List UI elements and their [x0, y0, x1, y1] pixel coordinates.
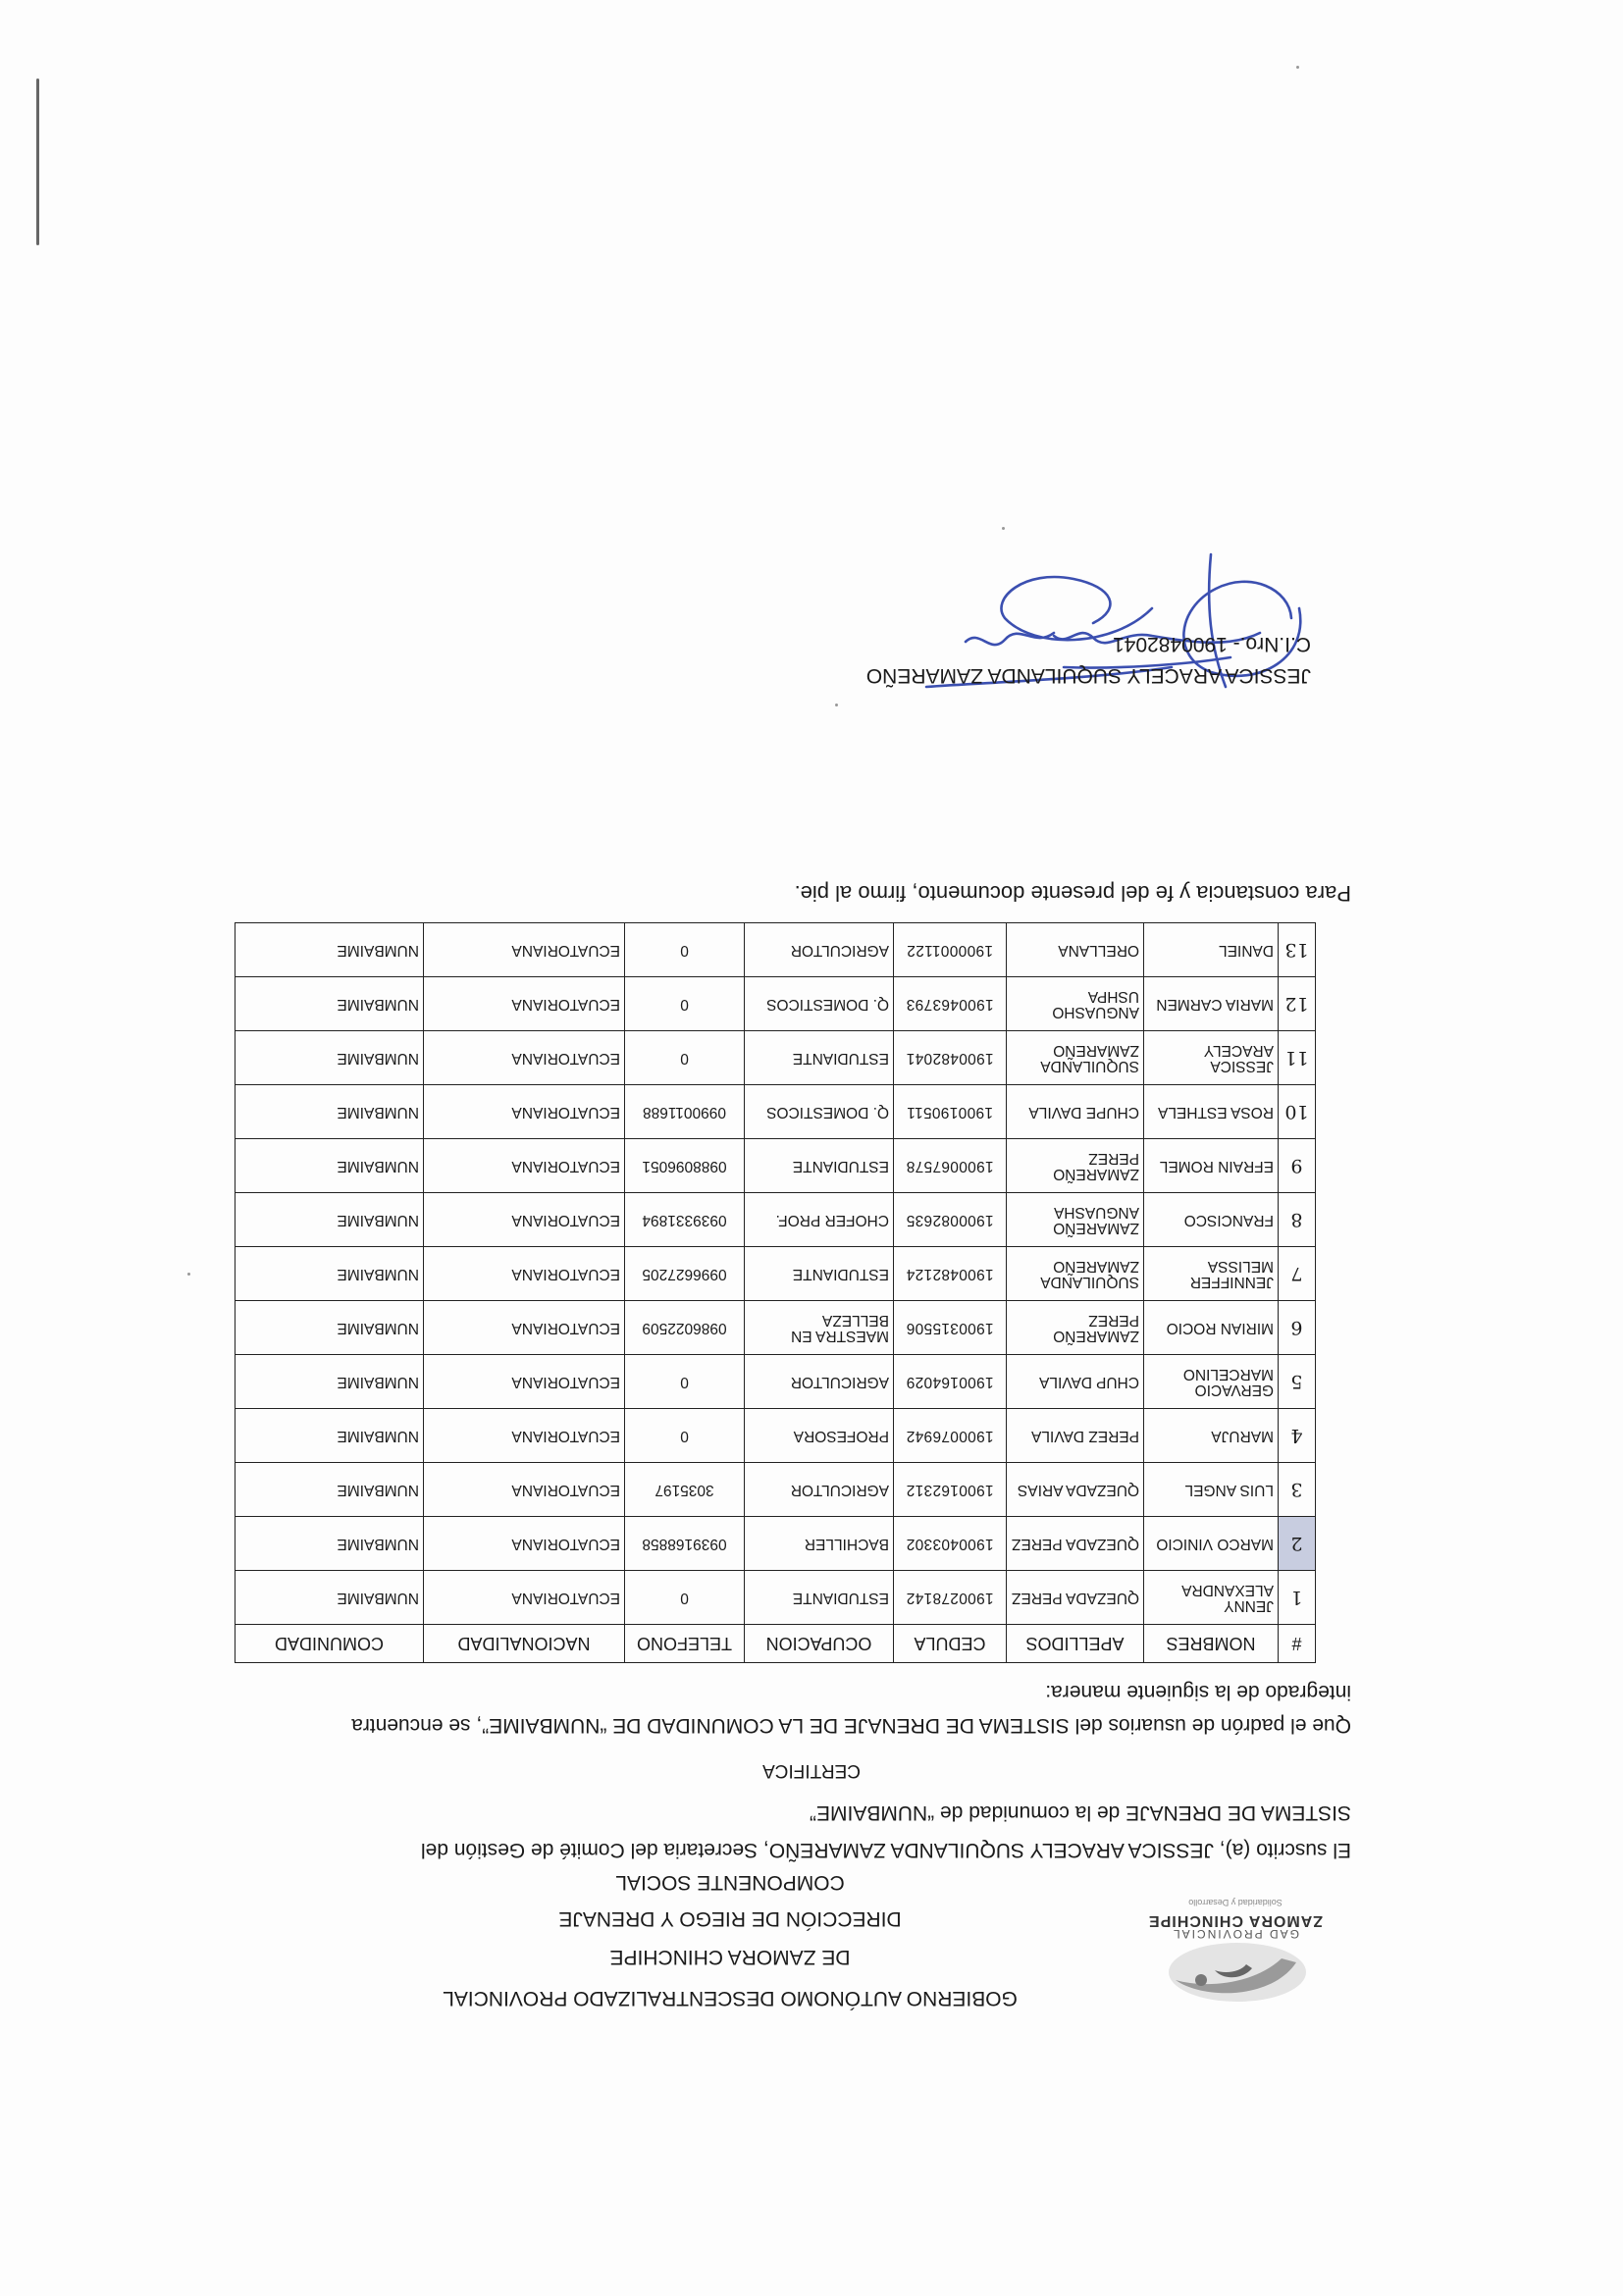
- table-row: [236, 1247, 1316, 1301]
- table-row: [236, 1031, 1316, 1085]
- cell-num: 2: [1279, 1517, 1316, 1571]
- cell-telefono: 0: [625, 1355, 745, 1409]
- cell-ocupacion: BACHILLER: [745, 1517, 894, 1571]
- cell-ocupacion: ESTUDIANTE: [745, 1031, 894, 1085]
- table-row: [236, 1301, 1316, 1355]
- cell-num: 10: [1279, 1085, 1316, 1139]
- signatory-name: JESSICA ARACELY SUQUILANDA ZAMAREÑO: [865, 664, 1311, 687]
- certifica-heading: CERTIFICA: [762, 1760, 861, 1781]
- cell-nombres: MARUJA: [1144, 1409, 1279, 1463]
- column-header-comunidad: COMUNIDAD: [236, 1625, 424, 1663]
- cell-comunidad: NUMBAIME: [236, 1085, 424, 1139]
- cell-nombres: MARIA CARMEN: [1144, 977, 1279, 1031]
- table-row: [236, 1085, 1316, 1139]
- column-header-nombres: NOMBRES: [1144, 1625, 1279, 1663]
- column-header-apellidos: APELLIDOS: [1007, 1625, 1144, 1663]
- cell-apellidos: QUEZADA PEREZ: [1007, 1517, 1144, 1571]
- cell-apellidos: QUEZADA PEREZ: [1007, 1571, 1144, 1625]
- cell-ocupacion: Q. DOMESTICOS: [745, 1085, 894, 1139]
- cell-telefono: 0: [625, 1409, 745, 1463]
- cell-nacionalidad: ECUATORIANA: [424, 1139, 625, 1193]
- cell-nombres: JENNY ALEXANDRA: [1144, 1571, 1279, 1625]
- cell-comunidad: NUMBAIME: [236, 1031, 424, 1085]
- cell-ocupacion: ESTUDIANTE: [745, 1247, 894, 1301]
- cell-cedula: 1900067578: [894, 1139, 1007, 1193]
- cell-cedula: 1900403302: [894, 1517, 1007, 1571]
- cell-nacionalidad: ECUATORIANA: [424, 1301, 625, 1355]
- cell-num: 1: [1279, 1571, 1316, 1625]
- cell-cedula: 1900076942: [894, 1409, 1007, 1463]
- cell-comunidad: NUMBAIME: [236, 1193, 424, 1247]
- column-header-ocupacion: OCUPACION: [745, 1625, 894, 1663]
- cell-telefono: 0996627205: [625, 1247, 745, 1301]
- cell-comunidad: NUMBAIME: [236, 1409, 424, 1463]
- cell-comunidad: NUMBAIME: [236, 923, 424, 977]
- cell-nacionalidad: ECUATORIANA: [424, 923, 625, 977]
- intro-paragraph-line-1: El suscrito (a), JESSICA ARACELY SUQUILANDA ZAMAREÑO, Secretaria del Comité de Gestión del: [420, 1839, 1351, 1861]
- cell-nombres: MIRIAN ROCIO: [1144, 1301, 1279, 1355]
- cell-ocupacion: AGRICULTOR: [745, 1355, 894, 1409]
- scan-speck: [1002, 527, 1005, 530]
- cell-nacionalidad: ECUATORIANA: [424, 1463, 625, 1517]
- cell-nombres: DANIEL: [1144, 923, 1279, 977]
- cell-num: 6: [1279, 1301, 1316, 1355]
- scan-speck: [187, 1273, 190, 1276]
- cell-nombres: JENNIFFER MELISSA: [1144, 1247, 1279, 1301]
- cell-nombres: ROSA ESTHELA: [1144, 1085, 1279, 1139]
- column-header-cedula: CEDULA: [894, 1625, 1007, 1663]
- cell-ocupacion: ESTUDIANTE: [745, 1571, 894, 1625]
- cell-telefono: 0986022509: [625, 1301, 745, 1355]
- cell-cedula: 1900315506: [894, 1301, 1007, 1355]
- cell-num: 11: [1279, 1031, 1316, 1085]
- logo-line-1: GAD PROVINCIAL: [1171, 1927, 1300, 1941]
- cell-comunidad: NUMBAIME: [236, 1301, 424, 1355]
- logo-line-2: ZAMORA CHINCHIPE: [1147, 1912, 1324, 1929]
- table-header-row: [236, 1625, 1316, 1663]
- cell-num: 9: [1279, 1139, 1316, 1193]
- table-row: [236, 923, 1316, 977]
- cell-telefono: 0988096051: [625, 1139, 745, 1193]
- scan-speck: [1296, 66, 1299, 69]
- table-row: [236, 1409, 1316, 1463]
- cell-apellidos: CHUPE DAVILA: [1007, 1085, 1144, 1139]
- certification-paragraph-line-1: Que el padrón de usuarios del SISTEMA DE DRENAJE DE LA COMUNIDAD DE “NUMBAIME”, se encuentra: [351, 1714, 1351, 1737]
- cell-nombres: LUIS ANGEL: [1144, 1463, 1279, 1517]
- table-row: [236, 1463, 1316, 1517]
- cell-num: 8: [1279, 1193, 1316, 1247]
- table-row: [236, 977, 1316, 1031]
- cell-cedula: 1900278142: [894, 1571, 1007, 1625]
- cell-telefono: 0: [625, 1031, 745, 1085]
- component-title: COMPONENTE SOCIAL: [615, 1871, 845, 1894]
- table-row: [236, 1193, 1316, 1247]
- intro-paragraph-line-2: SISTEMA DE DRENAJE de la comunidad de “NUMBAIME”: [809, 1801, 1351, 1824]
- table-row: [236, 1355, 1316, 1409]
- cell-comunidad: NUMBAIME: [236, 1517, 424, 1571]
- cell-apellidos: SUQUILANDA ZAMAREÑO: [1007, 1247, 1144, 1301]
- cell-telefono: 0: [625, 923, 745, 977]
- cell-num: 3: [1279, 1463, 1316, 1517]
- scan-edge-mark: [36, 78, 39, 245]
- cell-comunidad: NUMBAIME: [236, 1247, 424, 1301]
- cell-nacionalidad: ECUATORIANA: [424, 1031, 625, 1085]
- cell-ocupacion: Q. DOMESTICOS: [745, 977, 894, 1031]
- cell-cedula: 1900482124: [894, 1247, 1007, 1301]
- cell-nombres: MARCO VINICIO: [1144, 1517, 1279, 1571]
- cell-nacionalidad: ECUATORIANA: [424, 977, 625, 1031]
- cell-nombres: EFRAIN ROMEL: [1144, 1139, 1279, 1193]
- cell-nombres: FRANCISCO: [1144, 1193, 1279, 1247]
- cell-ocupacion: CHOFER PROF.: [745, 1193, 894, 1247]
- users-roster-table: [235, 922, 1316, 1663]
- cell-apellidos: CHUP DAVILA: [1007, 1355, 1144, 1409]
- table-body: [236, 923, 1316, 1625]
- cell-apellidos: QUEZADA ARIAS: [1007, 1463, 1144, 1517]
- cell-cedula: 1900162312: [894, 1463, 1007, 1517]
- table-row: [236, 1571, 1316, 1625]
- cell-telefono: 3035197: [625, 1463, 745, 1517]
- column-header-nacionalidad: NACIONALIDAD: [424, 1625, 625, 1663]
- column-header-number: #: [1279, 1625, 1316, 1663]
- cell-ocupacion: ESTUDIANTE: [745, 1139, 894, 1193]
- cell-cedula: 1900463793: [894, 977, 1007, 1031]
- cell-nacionalidad: ECUATORIANA: [424, 1409, 625, 1463]
- cell-nombres: GERVACIO MARCELINO: [1144, 1355, 1279, 1409]
- cell-num: 7: [1279, 1247, 1316, 1301]
- cell-nombres: JESSICA ARACELY: [1144, 1031, 1279, 1085]
- cell-apellidos: ZAMAREÑO ANGUASHA: [1007, 1193, 1144, 1247]
- cell-cedula: 1900190511: [894, 1085, 1007, 1139]
- certification-paragraph-line-2: integrado de la siguiente manera:: [1045, 1681, 1351, 1703]
- cell-ocupacion: PROFESORA: [745, 1409, 894, 1463]
- cell-apellidos: SUQUILANDA ZAMAREÑO: [1007, 1031, 1144, 1085]
- table-row: [236, 1517, 1316, 1571]
- cell-telefono: 0939168858: [625, 1517, 745, 1571]
- column-header-telefono: TELEFONO: [625, 1625, 745, 1663]
- table-row: [236, 1139, 1316, 1193]
- cell-num: 4: [1279, 1409, 1316, 1463]
- cell-comunidad: NUMBAIME: [236, 1139, 424, 1193]
- cell-apellidos: PEREZ DAVILA: [1007, 1409, 1144, 1463]
- closing-statement: Para constancia y fe del presente documento, firmo al pie.: [794, 881, 1351, 906]
- cell-ocupacion: AGRICULTOR: [745, 923, 894, 977]
- cell-apellidos: ORELLANA: [1007, 923, 1144, 977]
- cell-apellidos: ANGUASHO USHPA: [1007, 977, 1144, 1031]
- gad-logo: [1123, 1892, 1348, 2009]
- cell-nacionalidad: ECUATORIANA: [424, 1247, 625, 1301]
- cell-telefono: 0990011688: [625, 1085, 745, 1139]
- cell-telefono: 0: [625, 1571, 745, 1625]
- cell-apellidos: ZAMAREÑO PEREZ: [1007, 1301, 1144, 1355]
- logo-emblem-icon: [1164, 1941, 1311, 2009]
- signatory-id: C.I.Nro.- 1900482041: [1113, 633, 1311, 655]
- cell-cedula: 1900082635: [894, 1193, 1007, 1247]
- cell-comunidad: NUMBAIME: [236, 977, 424, 1031]
- cell-apellidos: ZAMAREÑO PEREZ: [1007, 1139, 1144, 1193]
- scan-speck: [835, 704, 838, 706]
- cell-nacionalidad: ECUATORIANA: [424, 1193, 625, 1247]
- cell-nacionalidad: ECUATORIANA: [424, 1571, 625, 1625]
- cell-nacionalidad: ECUATORIANA: [424, 1085, 625, 1139]
- department-title: DIRECCIÓN DE RIEGO Y DRENAJE: [558, 1907, 902, 1930]
- institution-title-line-2: DE ZAMORA CHINCHIPE: [609, 1946, 851, 1968]
- cell-num: 12: [1279, 977, 1316, 1031]
- cell-ocupacion: AGRICULTOR: [745, 1463, 894, 1517]
- logo-line-3: Solidaridad y Desarrollo: [1188, 1898, 1283, 1907]
- cell-ocupacion: MAESTRA EN BELLEZA: [745, 1301, 894, 1355]
- cell-telefono: 0: [625, 977, 745, 1031]
- cell-num: 13: [1279, 923, 1316, 977]
- cell-nacionalidad: ECUATORIANA: [424, 1355, 625, 1409]
- cell-comunidad: NUMBAIME: [236, 1463, 424, 1517]
- cell-telefono: 0939331894: [625, 1193, 745, 1247]
- institution-title-line-1: GOBIERNO AUTÓNOMO DESCENTRALIZADO PROVINCIAL: [443, 1987, 1018, 2009]
- cell-comunidad: NUMBAIME: [236, 1355, 424, 1409]
- cell-cedula: 1900482041: [894, 1031, 1007, 1085]
- cell-cedula: 1900001122: [894, 923, 1007, 977]
- cell-cedula: 1900164029: [894, 1355, 1007, 1409]
- cell-nacionalidad: ECUATORIANA: [424, 1517, 625, 1571]
- cell-comunidad: NUMBAIME: [236, 1571, 424, 1625]
- cell-num: 5: [1279, 1355, 1316, 1409]
